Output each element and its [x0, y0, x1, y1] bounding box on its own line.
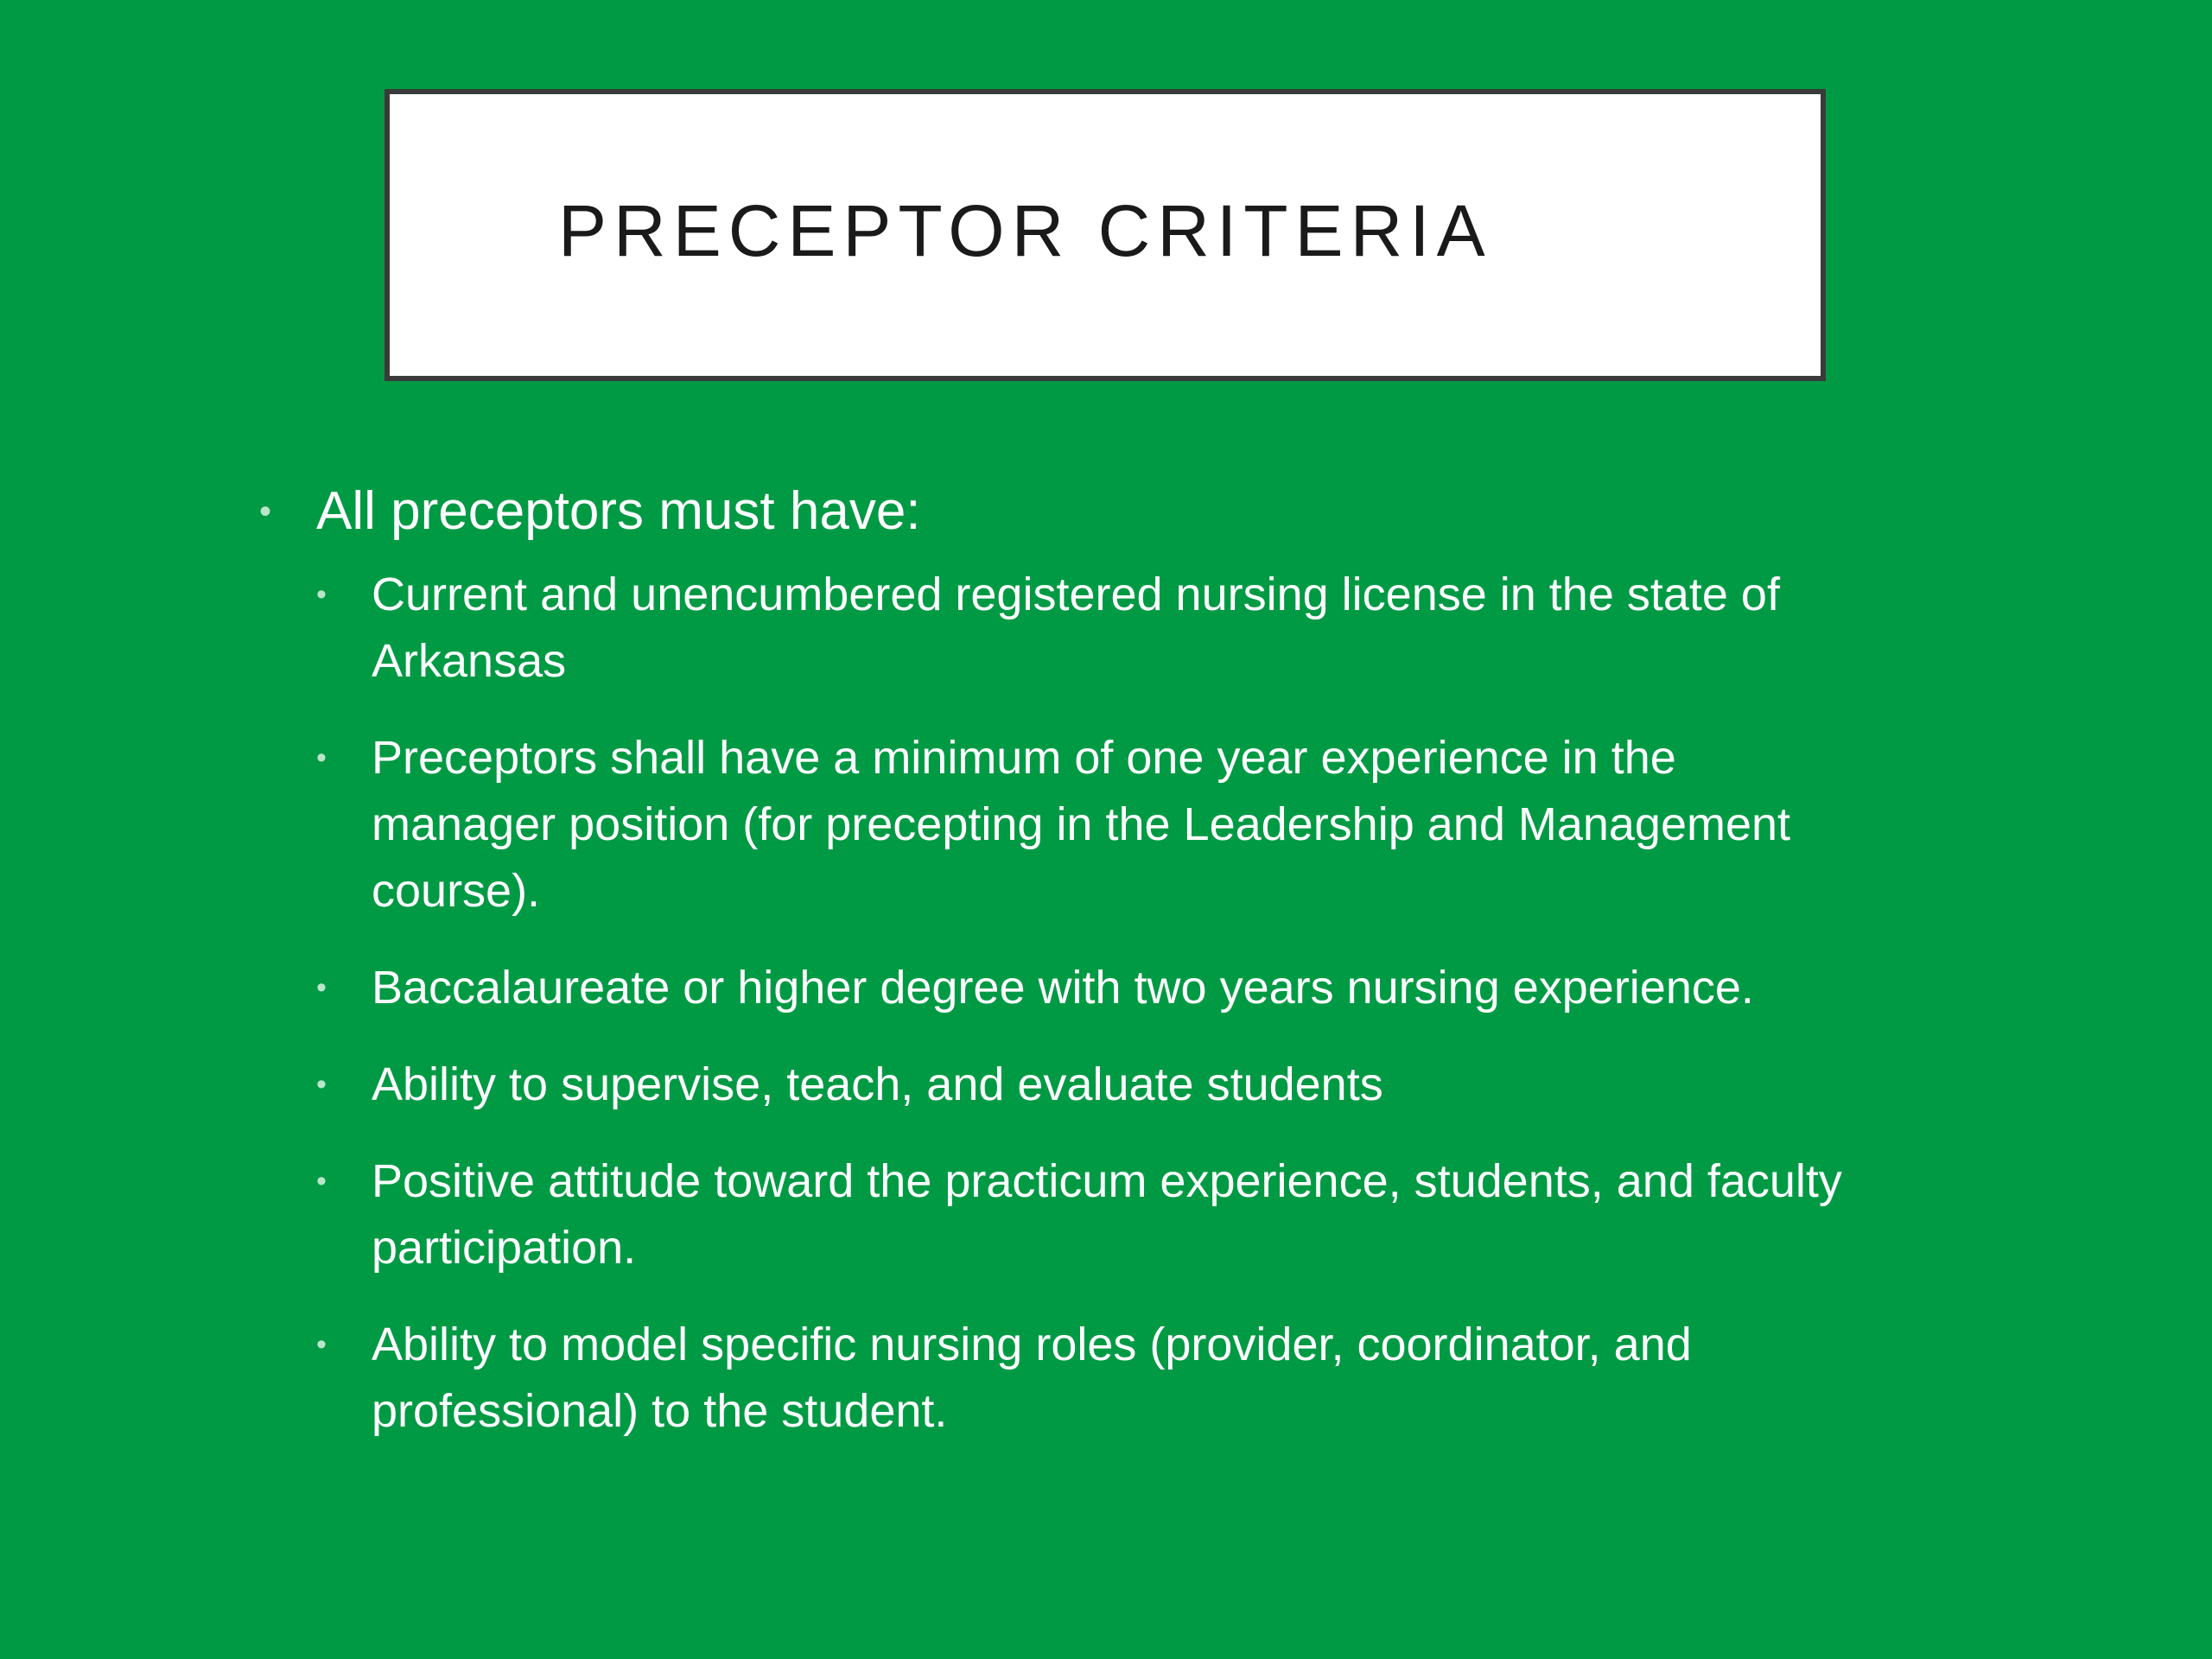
main-bullet-item [259, 474, 1849, 550]
sub-bullet-text: Current and unencumbered registered nursing license in the state of Arkansas [372, 569, 1780, 687]
slide-title: PRECEPTOR CRITERIA [558, 190, 1492, 271]
sub-bullet-text: Positive attitude toward the practicum experience, students, and faculty participation. [372, 1155, 1842, 1274]
sub-bullet-item [316, 562, 1849, 695]
bullet-dot-icon: • [316, 971, 327, 1004]
bullet-dot-icon: • [316, 741, 327, 774]
bullet-dot-icon: • [316, 1328, 327, 1361]
sub-bullet-text: Ability to model specific nursing roles (provider, coordinator, and professional) to the student. [372, 1319, 1692, 1437]
bullet-dot-icon: • [316, 1068, 327, 1101]
sub-bullet-item [316, 725, 1849, 925]
bullet-dot-icon: • [316, 578, 327, 611]
sub-bullet-text: Baccalaureate or higher degree with two years nursing experience. [372, 962, 1754, 1014]
main-bullet-text: All preceptors must have: [316, 481, 921, 541]
sub-bullet-item [316, 955, 1849, 1021]
sub-bullet-item [316, 1312, 1849, 1445]
sub-bullet-text: Ability to supervise, teach, and evaluate students [372, 1058, 1383, 1110]
bullet-dot-icon: • [316, 1165, 327, 1198]
bullet-dot-icon: • [259, 493, 272, 531]
sub-bullet-text: Preceptors shall have a minimum of one year experience in the manager position (for precepting in the Leadership and Management course). [372, 732, 1791, 917]
title-box [385, 89, 1826, 381]
sub-bullet-item [316, 1052, 1849, 1118]
bullet-list [259, 474, 1849, 1475]
sub-bullet-item [316, 1148, 1849, 1281]
